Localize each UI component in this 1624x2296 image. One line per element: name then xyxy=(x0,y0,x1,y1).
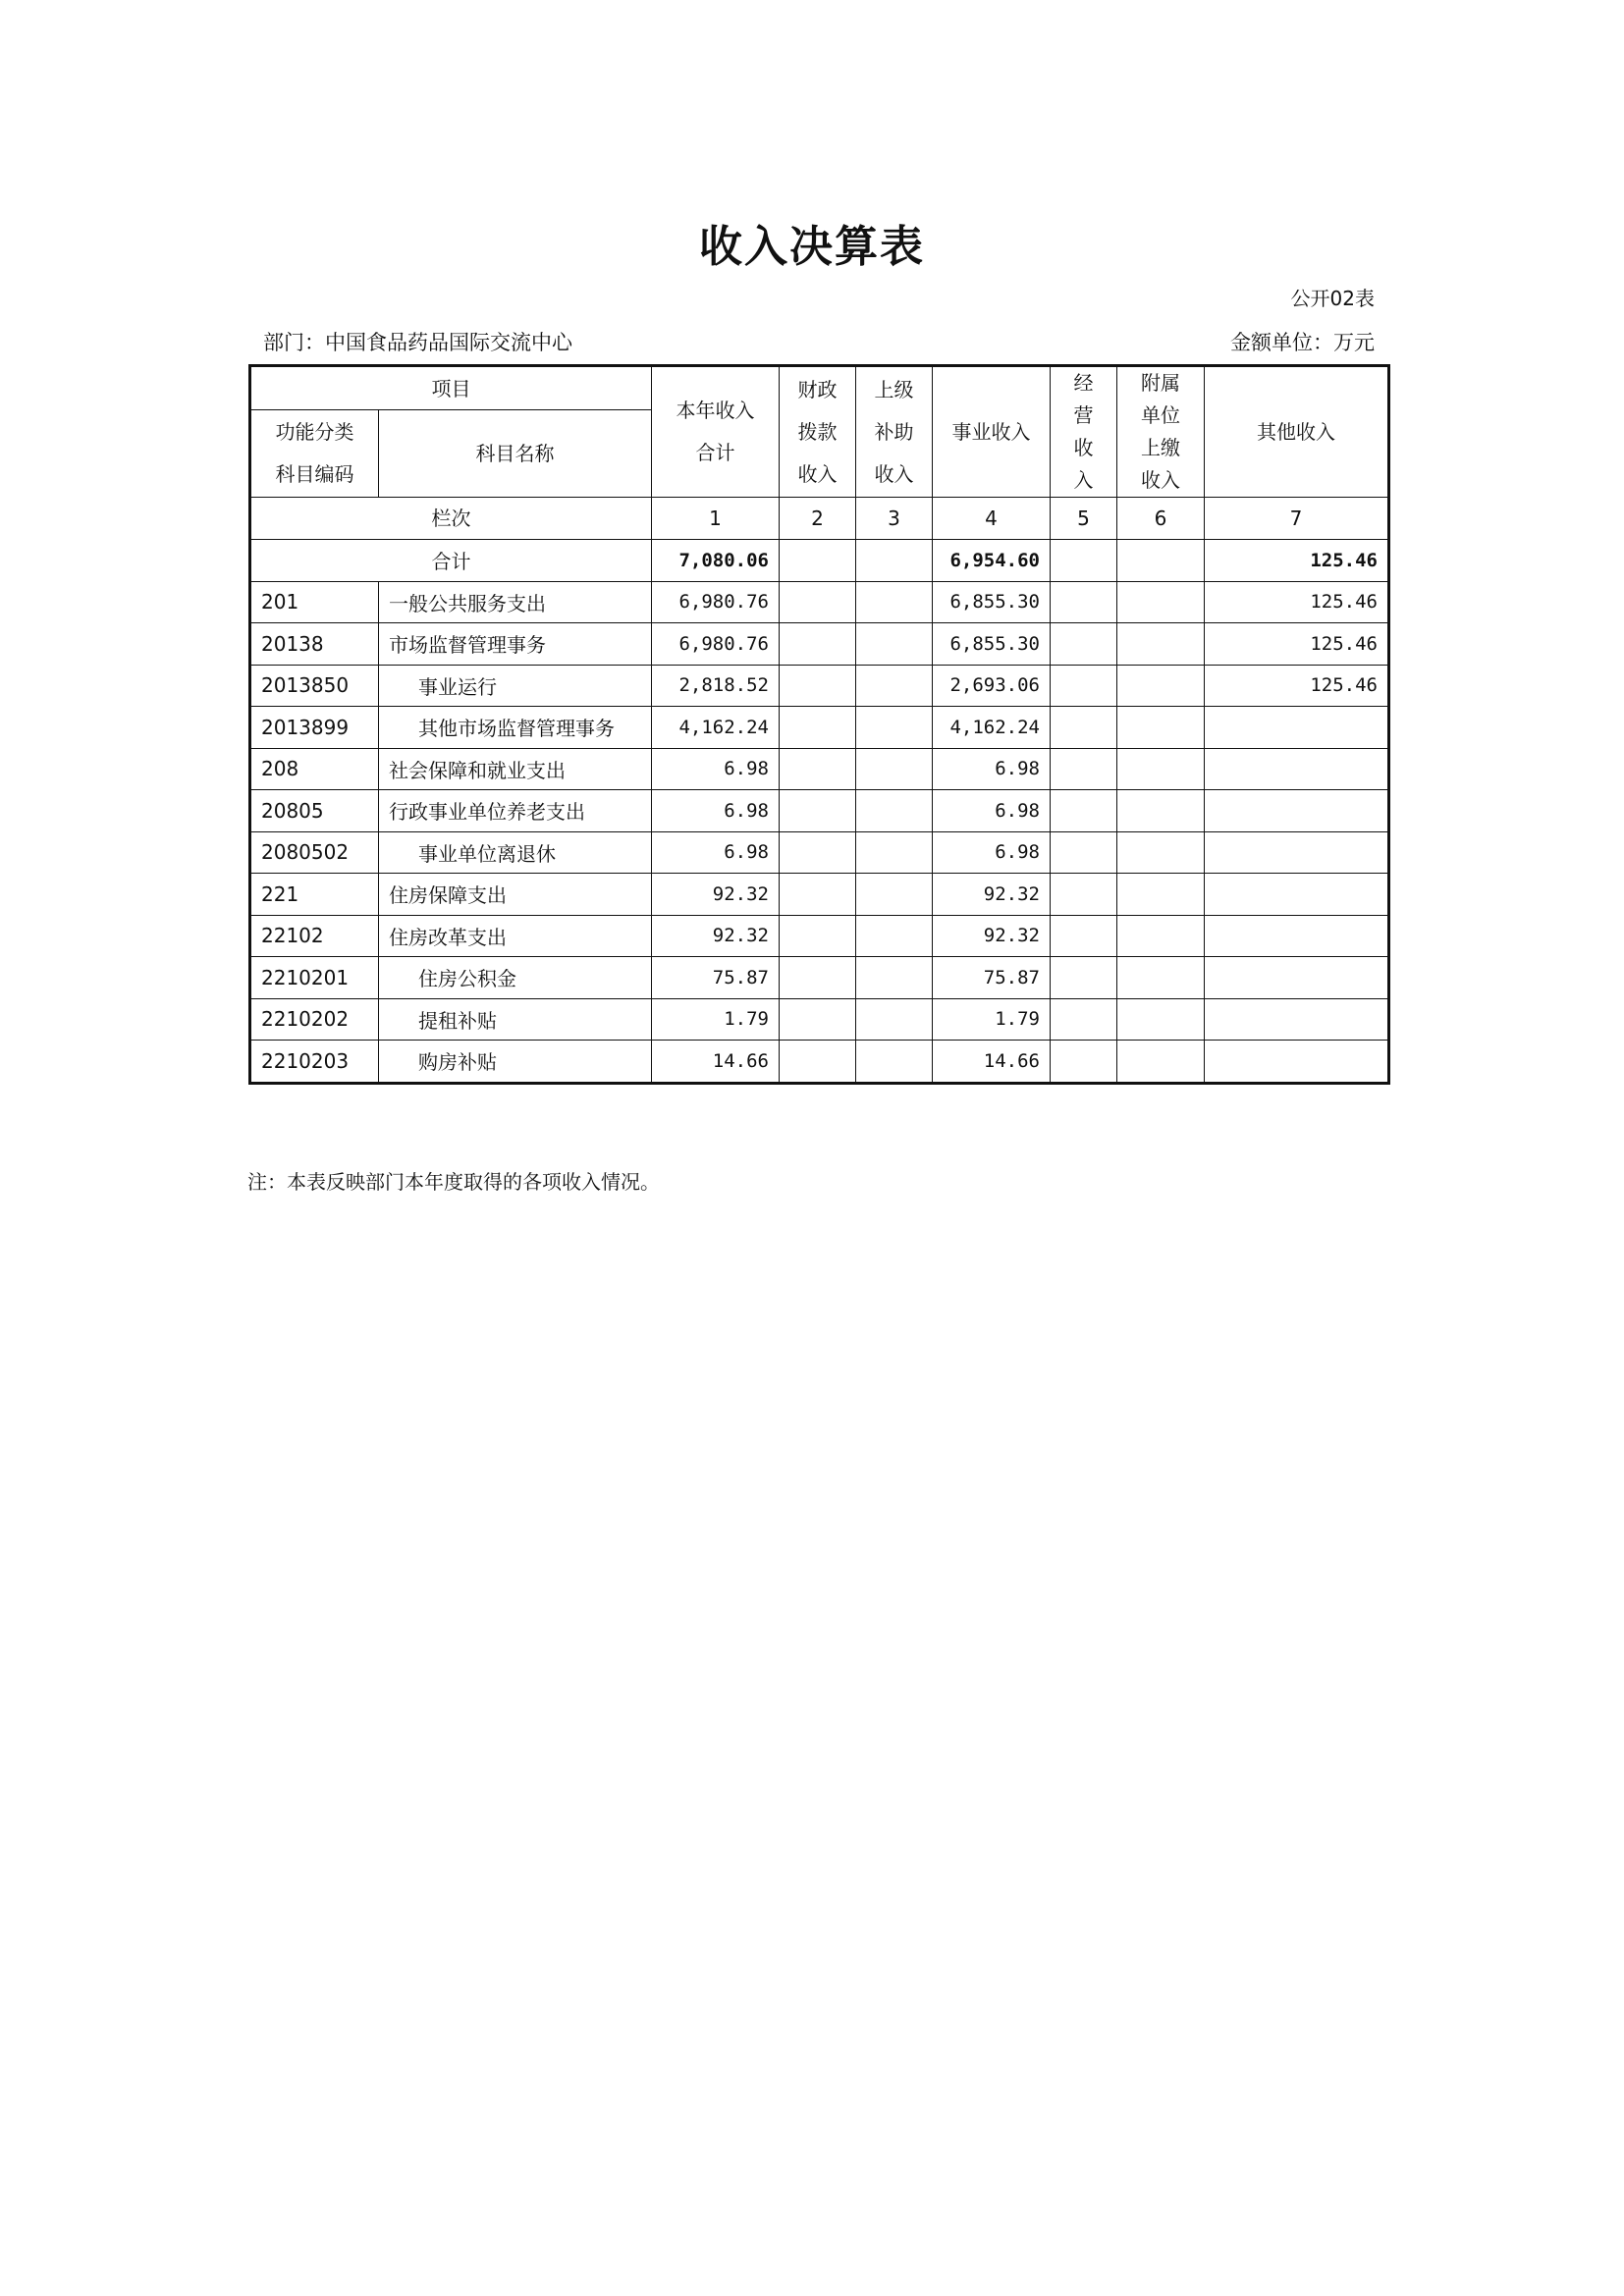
row-name: 事业运行 xyxy=(379,665,652,707)
row-other: 125.46 xyxy=(1205,665,1389,707)
column-number: 1 xyxy=(652,498,780,540)
row-other xyxy=(1205,831,1389,874)
row-total: 75.87 xyxy=(652,957,780,999)
row-affiliated xyxy=(1117,1041,1205,1084)
row-affiliated xyxy=(1117,748,1205,790)
row-affiliated xyxy=(1117,874,1205,916)
row-other xyxy=(1205,1041,1389,1084)
row-affiliated xyxy=(1117,707,1205,749)
row-superior xyxy=(856,790,933,832)
row-affiliated xyxy=(1117,790,1205,832)
row-total: 92.32 xyxy=(652,915,780,957)
row-code: 20138 xyxy=(250,623,379,666)
row-superior xyxy=(856,748,933,790)
row-total: 6,980.76 xyxy=(652,581,780,623)
row-business: 92.32 xyxy=(933,874,1051,916)
row-total: 2,818.52 xyxy=(652,665,780,707)
header-fiscal: 财政 拨款 收入 xyxy=(780,366,856,498)
header-business: 事业收入 xyxy=(933,366,1051,498)
page-title: 收入决算表 xyxy=(699,222,925,272)
table-row xyxy=(250,623,1389,666)
table-row xyxy=(250,665,1389,707)
row-total: 6.98 xyxy=(652,831,780,874)
row-fiscal xyxy=(780,581,856,623)
total-label: 合计 xyxy=(250,540,652,582)
column-number-label: 栏次 xyxy=(250,498,652,540)
header-superior: 上级 补助 收入 xyxy=(856,366,933,498)
table-row xyxy=(250,915,1389,957)
row-fiscal xyxy=(780,748,856,790)
row-superior xyxy=(856,957,933,999)
row-code: 2013899 xyxy=(250,707,379,749)
header-total: 本年收入 合计 xyxy=(652,366,780,498)
total-other: 125.46 xyxy=(1205,540,1389,582)
row-operating xyxy=(1051,831,1117,874)
row-code: 2210201 xyxy=(250,957,379,999)
row-name: 行政事业单位养老支出 xyxy=(379,790,652,832)
row-total: 14.66 xyxy=(652,1041,780,1084)
row-fiscal xyxy=(780,998,856,1041)
row-affiliated xyxy=(1117,665,1205,707)
row-business: 6.98 xyxy=(933,748,1051,790)
row-fiscal xyxy=(780,957,856,999)
row-operating xyxy=(1051,915,1117,957)
data-rows xyxy=(250,581,1389,1083)
row-operating xyxy=(1051,998,1117,1041)
row-operating xyxy=(1051,665,1117,707)
row-operating xyxy=(1051,957,1117,999)
row-fiscal xyxy=(780,1041,856,1084)
row-business: 14.66 xyxy=(933,1041,1051,1084)
row-business: 92.32 xyxy=(933,915,1051,957)
row-operating xyxy=(1051,748,1117,790)
row-superior xyxy=(856,915,933,957)
row-other xyxy=(1205,998,1389,1041)
row-total: 6.98 xyxy=(652,748,780,790)
row-other xyxy=(1205,957,1389,999)
table-row xyxy=(250,748,1389,790)
row-affiliated xyxy=(1117,998,1205,1041)
row-other xyxy=(1205,707,1389,749)
row-business: 2,693.06 xyxy=(933,665,1051,707)
row-fiscal xyxy=(780,707,856,749)
row-business: 6.98 xyxy=(933,831,1051,874)
column-number: 7 xyxy=(1205,498,1389,540)
row-affiliated xyxy=(1117,623,1205,666)
table-row xyxy=(250,581,1389,623)
header-item: 项目 xyxy=(250,366,652,410)
row-business: 75.87 xyxy=(933,957,1051,999)
header-code: 功能分类 科目编码 xyxy=(250,410,379,498)
row-total: 6.98 xyxy=(652,790,780,832)
table-row xyxy=(250,790,1389,832)
row-superior xyxy=(856,1041,933,1084)
row-business: 6,855.30 xyxy=(933,581,1051,623)
row-fiscal xyxy=(780,915,856,957)
row-operating xyxy=(1051,623,1117,666)
row-fiscal xyxy=(780,790,856,832)
row-other: 125.46 xyxy=(1205,581,1389,623)
row-superior xyxy=(856,831,933,874)
row-name: 提租补贴 xyxy=(379,998,652,1041)
total-affiliated xyxy=(1117,540,1205,582)
row-name: 市场监督管理事务 xyxy=(379,623,652,666)
row-operating xyxy=(1051,790,1117,832)
table-row xyxy=(250,998,1389,1041)
row-name: 其他市场监督管理事务 xyxy=(379,707,652,749)
row-other xyxy=(1205,790,1389,832)
row-name: 购房补贴 xyxy=(379,1041,652,1084)
row-fiscal xyxy=(780,831,856,874)
row-business: 6.98 xyxy=(933,790,1051,832)
row-superior xyxy=(856,623,933,666)
row-superior xyxy=(856,874,933,916)
table-row xyxy=(250,1041,1389,1084)
total-operating xyxy=(1051,540,1117,582)
row-name: 住房公积金 xyxy=(379,957,652,999)
row-operating xyxy=(1051,581,1117,623)
row-fiscal xyxy=(780,623,856,666)
row-code: 20805 xyxy=(250,790,379,832)
total-business: 6,954.60 xyxy=(933,540,1051,582)
header-affiliated: 附属 单位 上缴 收入 xyxy=(1117,366,1205,498)
department-label: 部门：中国食品药品国际交流中心 xyxy=(263,331,572,354)
row-total: 6,980.76 xyxy=(652,623,780,666)
row-name: 住房保障支出 xyxy=(379,874,652,916)
row-code: 2210202 xyxy=(250,998,379,1041)
row-affiliated xyxy=(1117,831,1205,874)
row-operating xyxy=(1051,874,1117,916)
row-code: 2013850 xyxy=(250,665,379,707)
header-other: 其他收入 xyxy=(1205,366,1389,498)
table-number: 公开02表 xyxy=(1290,287,1375,310)
row-operating xyxy=(1051,1041,1117,1084)
row-affiliated xyxy=(1117,957,1205,999)
row-code: 208 xyxy=(250,748,379,790)
total-row xyxy=(250,540,1389,582)
column-number: 6 xyxy=(1117,498,1205,540)
table-note: 注：本表反映部门本年度取得的各项收入情况。 xyxy=(247,1170,660,1194)
total-amount: 7,080.06 xyxy=(652,540,780,582)
row-other: 125.46 xyxy=(1205,623,1389,666)
table-row xyxy=(250,831,1389,874)
total-fiscal xyxy=(780,540,856,582)
row-business: 4,162.24 xyxy=(933,707,1051,749)
row-affiliated xyxy=(1117,915,1205,957)
row-superior xyxy=(856,998,933,1041)
row-other xyxy=(1205,915,1389,957)
row-affiliated xyxy=(1117,581,1205,623)
total-superior xyxy=(856,540,933,582)
row-other xyxy=(1205,874,1389,916)
row-operating xyxy=(1051,707,1117,749)
row-fiscal xyxy=(780,665,856,707)
row-code: 22102 xyxy=(250,915,379,957)
header-operating: 经 营 收 入 xyxy=(1051,366,1117,498)
header-name: 科目名称 xyxy=(379,410,652,498)
column-number: 2 xyxy=(780,498,856,540)
income-table xyxy=(248,364,1390,1085)
row-code: 2080502 xyxy=(250,831,379,874)
table-row xyxy=(250,957,1389,999)
row-name: 事业单位离退休 xyxy=(379,831,652,874)
row-total: 1.79 xyxy=(652,998,780,1041)
row-total: 92.32 xyxy=(652,874,780,916)
row-total: 4,162.24 xyxy=(652,707,780,749)
unit-label: 金额单位：万元 xyxy=(1230,331,1375,354)
row-business: 6,855.30 xyxy=(933,623,1051,666)
row-code: 221 xyxy=(250,874,379,916)
row-superior xyxy=(856,665,933,707)
row-fiscal xyxy=(780,874,856,916)
column-number: 3 xyxy=(856,498,933,540)
table-row xyxy=(250,707,1389,749)
row-superior xyxy=(856,581,933,623)
row-name: 社会保障和就业支出 xyxy=(379,748,652,790)
row-code: 201 xyxy=(250,581,379,623)
row-superior xyxy=(856,707,933,749)
row-other xyxy=(1205,748,1389,790)
column-number: 5 xyxy=(1051,498,1117,540)
table-row xyxy=(250,874,1389,916)
row-business: 1.79 xyxy=(933,998,1051,1041)
row-name: 住房改革支出 xyxy=(379,915,652,957)
row-name: 一般公共服务支出 xyxy=(379,581,652,623)
column-number: 4 xyxy=(933,498,1051,540)
row-code: 2210203 xyxy=(250,1041,379,1084)
